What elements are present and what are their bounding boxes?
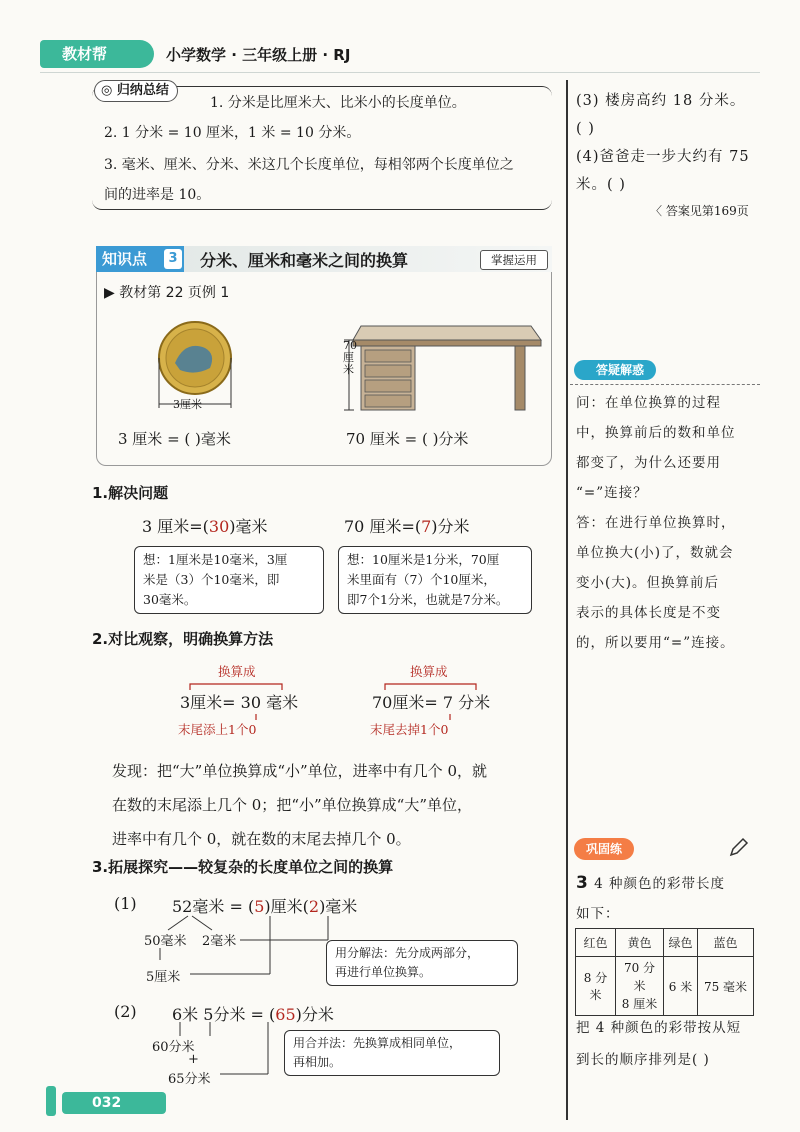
knowledge-title: 分米、厘米和毫米之间的换算 <box>200 251 409 270</box>
part1-split-b: 2毫米 <box>202 934 237 949</box>
column-divider <box>566 80 568 1120</box>
section1-eq-left: 3 厘米=(30)毫米 <box>142 517 268 536</box>
note-add-zero: 末尾添上1个0 <box>178 722 257 737</box>
example-eq-left: 3 厘米 = ( )毫米 <box>118 430 231 448</box>
part2-a: 60分米 <box>152 1040 195 1055</box>
part1-split-c: 5厘米 <box>146 970 181 985</box>
table-head-blue: 蓝色 <box>698 929 754 957</box>
qa-tag: 答疑解惑 <box>574 360 656 380</box>
consolidate-ask: 把 4 种颜色的彩带按从短 到长的顺序排列是( ) <box>576 1020 742 1068</box>
knowledge-tag: 知识点 <box>96 246 184 272</box>
convert-label-left: 换算成 <box>218 664 256 679</box>
knowledge-badge: 掌握运用 <box>480 250 548 270</box>
table-head-yellow: 黄色 <box>616 929 664 957</box>
section2-head: 2.对比观察，明确换算方法 <box>92 630 274 648</box>
desk-illustration <box>335 316 545 416</box>
pencil-icon <box>728 836 750 858</box>
section1-eq-right: 70 厘米=(7)分米 <box>344 517 470 536</box>
example-reference: ▶ 教材第 22 页例 1 <box>104 285 230 301</box>
part1-split-a: 50毫米 <box>144 934 187 949</box>
coin-label: 3厘米 <box>173 398 202 411</box>
section3-head: 3.拓展探究——较复杂的长度单位之间的换算 <box>92 858 394 876</box>
qa-divider <box>570 384 760 385</box>
header-rule <box>40 72 760 73</box>
consolidate-question: 3 4 种颜色的彩带长度 如下： <box>576 873 726 922</box>
page-number: 032 <box>62 1092 166 1114</box>
footer-strip <box>46 1086 56 1116</box>
consolidate-tag: 巩固练 <box>574 838 634 860</box>
summary-line-2: 2. 1 分米 = 10 厘米，1 米 = 10 分米。 <box>104 125 361 141</box>
part1-label: (1) <box>114 894 137 913</box>
part1-note: 用分解法：先分成两部分， 再进行单位换算。 <box>326 940 518 986</box>
section1-head: 1.解决问题 <box>92 484 169 502</box>
convert-label-right: 换算成 <box>410 664 448 679</box>
qa-text: 问：在单位换算的过程 中，换算前后的数和单位 都变了，为什么还要用 “=”连接？ 答：在进行单位换算时， 单位换大(小)了，数就会 变小(大)。但换算前后 表示的具体长度是不变 的，所以要用“=”连接。 <box>576 395 736 651</box>
note-remove-zero: 末尾去掉1个0 <box>370 722 449 737</box>
part2-label: (2) <box>114 1002 137 1021</box>
ribbon-table <box>575 928 754 1016</box>
table-cell-yellow: 70 分米 8 厘米 <box>616 957 664 1016</box>
example-eq-right: 70 厘米 = ( )分米 <box>346 430 469 448</box>
table-head-red: 红色 <box>576 929 616 957</box>
think-box-left: 想：1厘米是10毫米，3厘 米是（3）个10毫米，即 30毫米。 <box>134 546 324 614</box>
section2-eq-left: 3厘米= 30 毫米 <box>180 693 299 712</box>
part2-plus: + <box>188 1052 199 1067</box>
part2-b: 65分米 <box>168 1072 211 1087</box>
part2-equation: 6米 5分米 = (65)分米 <box>172 1005 334 1024</box>
summary-line-4: 间的进率是 10。 <box>104 187 211 203</box>
think-box-right: 想：10厘米是1分米，70厘 米里面有（7）个10厘米， 即7个1分米，也就是7分米。 <box>338 546 532 614</box>
summary-tag: ◎ 归纳总结 <box>94 80 178 102</box>
knowledge-number: 3 <box>164 249 182 269</box>
part1-equation: 52毫米 = (5)厘米(2)毫米 <box>172 897 358 916</box>
header-title: 小学数学 · 三年级上册 · RJ <box>166 46 351 64</box>
right-q4: (4)爸爸走一步大约有 75 <box>576 149 750 165</box>
answer-reference: 〈 答案见第169页 <box>650 204 749 218</box>
summary-line-1: 1. 分米是比厘米大、比米小的长度单位。 <box>210 95 466 111</box>
table-cell-red: 8 分米 <box>576 957 616 1016</box>
right-q4-blank: 米。( ) <box>576 177 626 193</box>
table-head-green: 绿色 <box>664 929 698 957</box>
table-cell-blue: 75 毫米 <box>698 957 754 1016</box>
finding-text: 发现：把“大”单位换算成“小”单位，进率中有几个 0，就 在数的末尾添上几个 0；把“小”单位换算成“大”单位， 进率中有几个 0，就在数的末尾去掉几个 0。 <box>112 762 487 848</box>
section2-eq-right: 70厘米= 7 分米 <box>372 693 491 712</box>
summary-line-3: 3. 毫米、厘米、分米、米这几个长度单位，每相邻两个长度单位之 <box>104 157 514 173</box>
table-cell-green: 6 米 <box>664 957 698 1016</box>
header-badge: 教材帮 <box>40 40 154 68</box>
right-q3-blank: ( ) <box>576 121 595 137</box>
right-q3: (3) 楼房高约 18 分米。 <box>576 93 746 109</box>
part2-note: 用合并法：先换算成相同单位， 再相加。 <box>284 1030 500 1076</box>
desk-height-label: 70厘米 <box>343 339 357 376</box>
